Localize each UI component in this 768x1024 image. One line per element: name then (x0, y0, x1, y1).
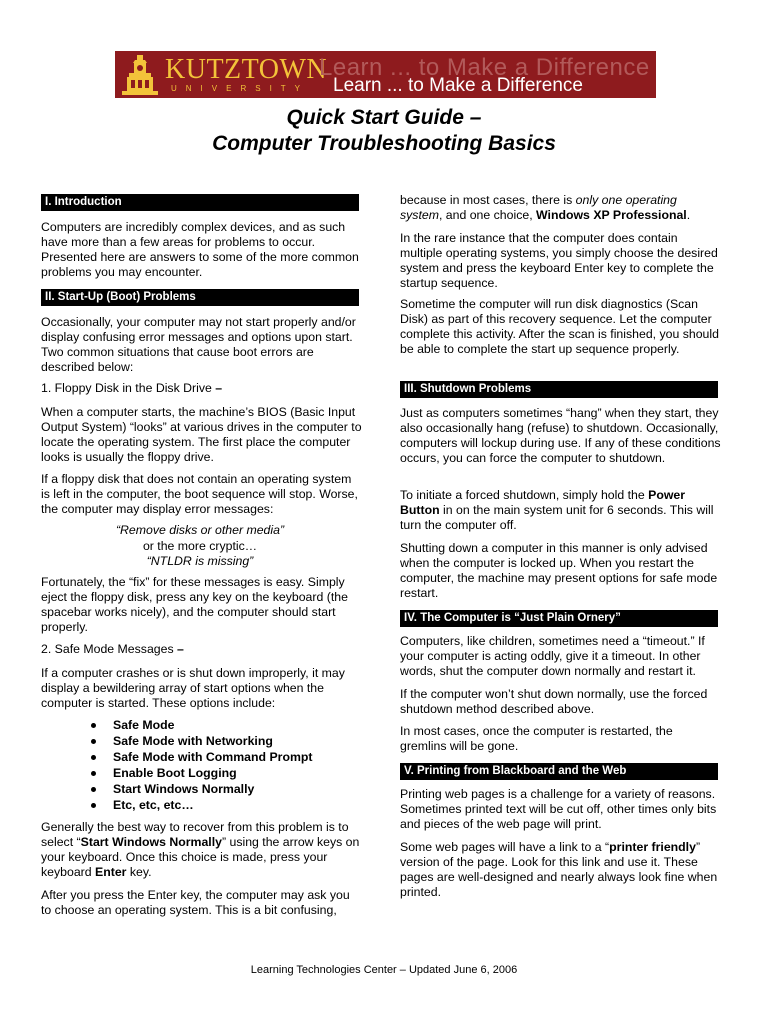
rare-instance-paragraph: In the rare instance that the computer does contain multiple operating systems, you simply choose the desired system and press the keyboard Enter key to complete the startup sequence. (400, 231, 718, 290)
safe-mode-subheading: 2. Safe Mode Messages – (41, 642, 184, 656)
list-item: Safe Mode with Command Prompt (89, 749, 313, 765)
page-footer: Learning Technologies Center – Updated June 6, 2006 (250, 964, 518, 976)
section-heading-startup: II. Start-Up (Boot) Problems (41, 289, 359, 306)
fix-paragraph: Fortunately, the “fix” for these messages is easy. Simply eject the floppy disk, press any key on the keyboard (the spacebar works nicely), and the computer should start properly. (41, 575, 348, 634)
list-item: Safe Mode with Networking (89, 733, 313, 749)
printer-friendly-paragraph: Some web pages will have a link to a “printer friendly” version of the page. Look for this link and use it. These pages are well-designed and nearly always look fine when printed. (400, 840, 718, 899)
bios-paragraph: When a computer starts, the machine’s BIOS (Basic Input Output System) “looks” at various drives in the computer to locate the operating system. The first place the computer looks is usually the floppy drive. (41, 405, 362, 464)
section-heading-shutdown: III. Shutdown Problems (400, 381, 718, 398)
shutting-down-paragraph: Shutting down a computer in this manner is only advised when the computer is locked up. When you restart the computer, the machine may present options for safe mode restart. (400, 541, 718, 600)
floppy-paragraph: If a floppy disk that does not contain an operating system is left in the computer, the boot sequence will stop. Worse, the computer may display error messages: (41, 472, 358, 516)
diagnostics-paragraph: Sometime the computer will run disk diagnostics (Scan Disk) as part of this recovery sequence. Let the computer complete this activity. After the scan is finished, you should be able to complete the start up sequence properly. (400, 297, 719, 356)
list-item: Enable Boot Logging (89, 765, 313, 781)
forced-shutdown-reference-paragraph: If the computer won’t shut down normally, use the forced shutdown method described above. (400, 687, 708, 716)
recover-paragraph: Generally the best way to recover from this problem is to select “Start Windows Normally” using the arrow keys on your keyboard. Once this choice is made, press your keyboard Enter key. (41, 820, 360, 879)
list-item: Safe Mode (89, 717, 313, 733)
gremlins-paragraph: In most cases, once the computer is restarted, the gremlins will be gone. (400, 724, 673, 753)
list-item: Start Windows Normally (89, 781, 313, 797)
logo-subtitle: UNIVERSITY (171, 84, 310, 93)
logo-wordmark: KUTZTOWN (165, 54, 328, 85)
tagline-watermark: Learn ... to Make a Difference (319, 54, 650, 81)
forced-shutdown-paragraph: To initiate a forced shutdown, simply hold the Power Button in on the main system unit for 6 seconds. This will turn the computer off. (400, 488, 714, 532)
section-heading-introduction: I. Introduction (41, 194, 359, 211)
continued-paragraph: because in most cases, there is only one operating system, and one choice, Windows XP Professional. (400, 193, 691, 222)
page-title-line2: Computer Troubleshooting Basics (212, 132, 556, 155)
safe-mode-paragraph: If a computer crashes or is shut down improperly, it may display a bewildering array of start options when the computer is started. These options include: (41, 666, 345, 710)
after-enter-paragraph: After you press the Enter key, the computer may ask you to choose an operating system. This is a bit confusing, (41, 888, 350, 917)
floppy-subheading: 1. Floppy Disk in the Disk Drive – (41, 381, 223, 395)
error-message-2: “NTLDR is missing” (146, 554, 254, 568)
printing-paragraph: Printing web pages is a challenge for a variety of reasons. Sometimes printed text will be cut off, other times only bits and pieces of the web page will print. (400, 787, 717, 831)
university-banner (115, 51, 656, 98)
page-title-line1: Quick Start Guide – (286, 106, 482, 129)
clock-tower-logo-icon (119, 53, 161, 97)
startup-paragraph: Occasionally, your computer may not start properly and/or display confusing error messages and options upon start. Two common situations that cause boot errors are described below: (41, 315, 356, 374)
section-heading-printing: V. Printing from Blackboard and the Web (400, 763, 718, 780)
tagline: Learn ... to Make a Difference (333, 75, 583, 96)
list-item: Etc, etc, etc… (89, 797, 313, 813)
intro-paragraph: Computers are incredibly complex devices, and as such have more than a few areas for problems to occur. Presented here are answers to some of the more common problems you may encounter. (41, 220, 359, 279)
error-message-1: “Remove disks or other media” (115, 523, 285, 537)
section-heading-ornery: IV. The Computer is “Just Plain Ornery” (400, 610, 718, 627)
error-message-or: or the more cryptic… (142, 539, 258, 553)
timeout-paragraph: Computers, like children, sometimes need a “timeout.” If your computer is acting oddly, give it a timeout. In other words, shut the computer down normally and restart it. (400, 634, 705, 678)
hang-paragraph: Just as computers sometimes “hang” when they start, they also occasionally hang (refuse) to shutdown. Occasionally, computers will lockup during use. If any of these conditions occurs, you can force the computer to shutdown. (400, 406, 721, 465)
safe-mode-options-list (89, 717, 313, 813)
